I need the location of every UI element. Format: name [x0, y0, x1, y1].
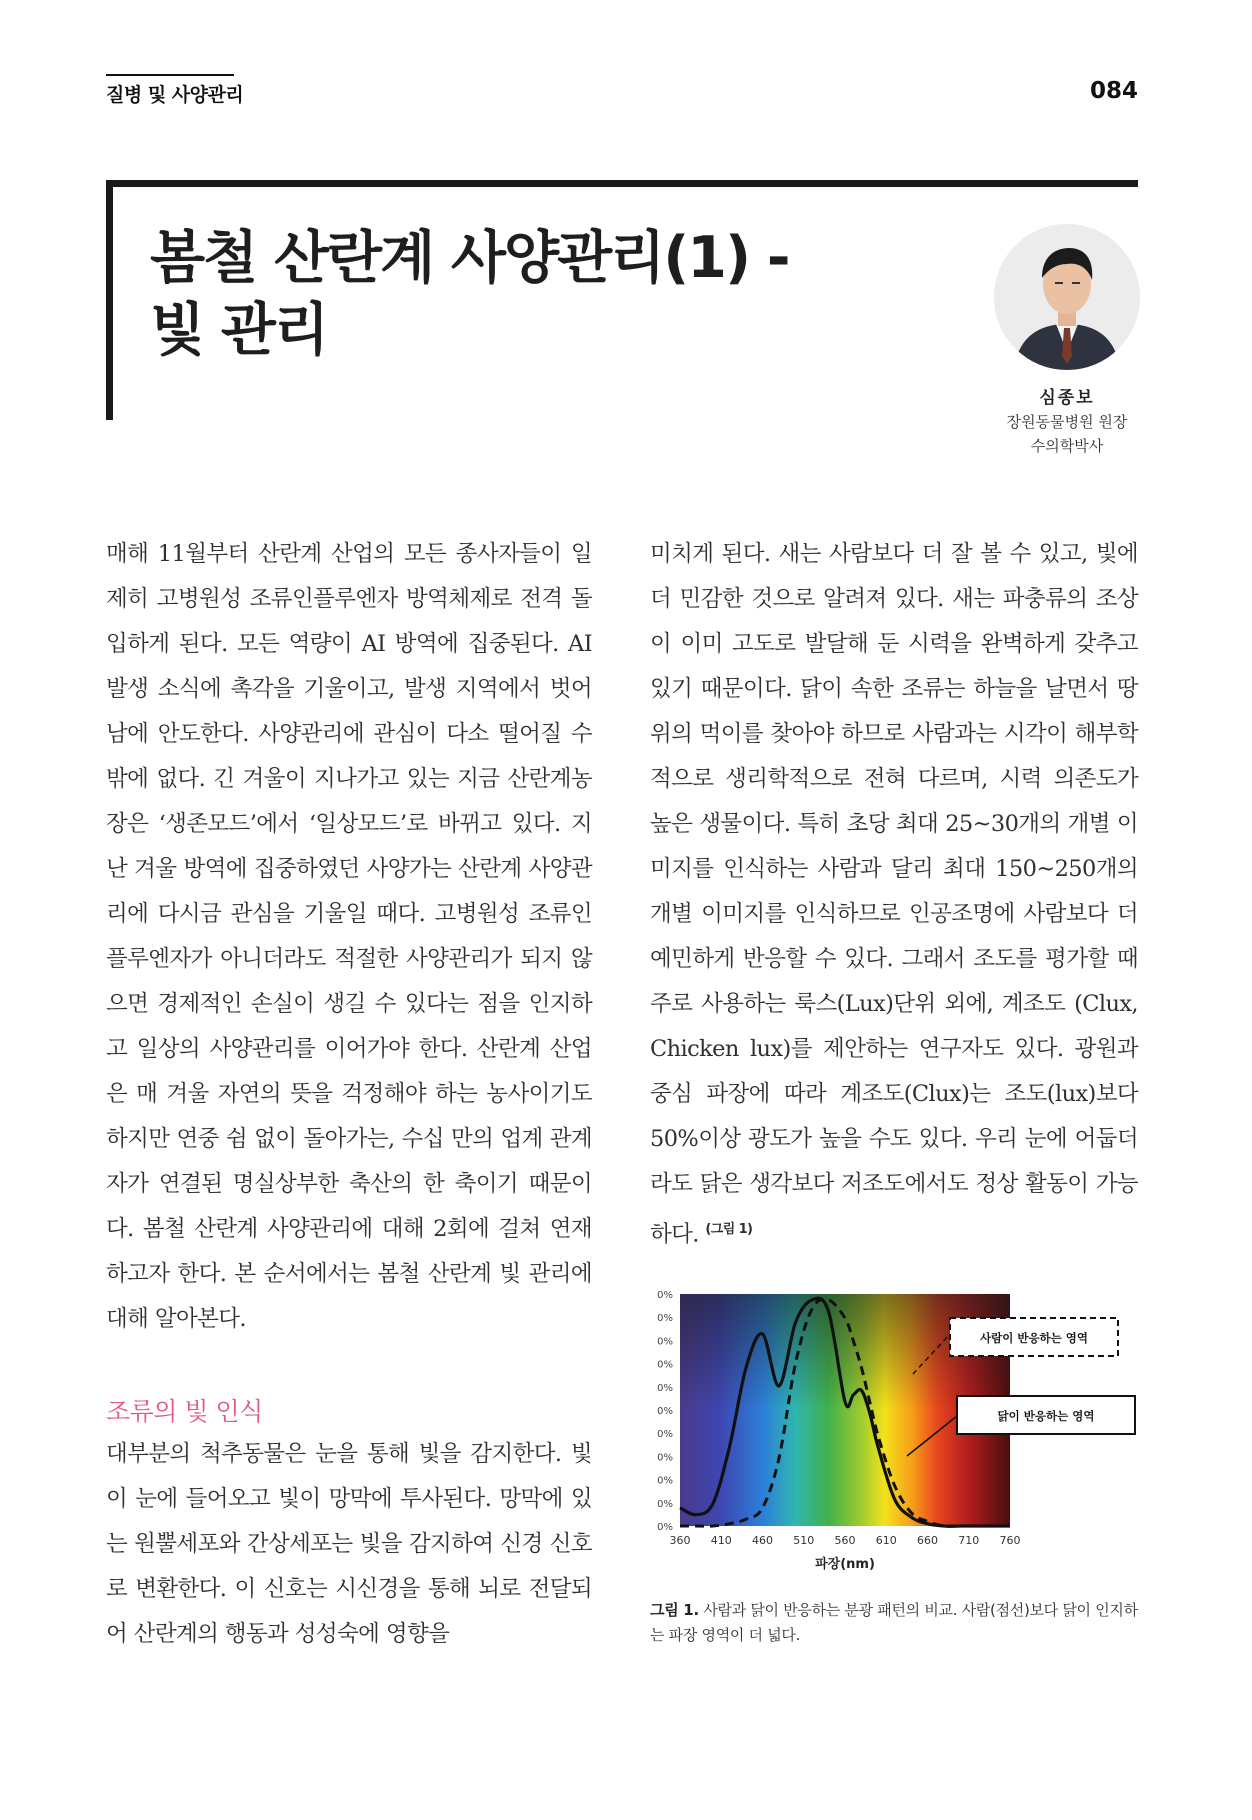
body-paragraph	[650, 532, 1138, 1258]
author-credentials	[980, 410, 1154, 458]
section-rule	[106, 74, 234, 76]
author-photo	[994, 224, 1140, 370]
x-tick-label: 660	[917, 1534, 938, 1547]
title-line-1: 봄철 산란계 사양관리(1) -	[150, 225, 789, 291]
caption-text: 사람과 닭이 반응하는 분광 패턴의 비교. 사람(점선)보다 닭이 인지하는 파장 영역이 더 넓다.	[650, 1601, 1138, 1644]
x-tick-label: 360	[669, 1534, 691, 1547]
body-column-left-continued	[106, 1432, 592, 1657]
body-paragraph: 대부분의 척추동물은 눈을 통해 빛을 감지한다. 빛이 눈에 들어오고 빛이 망막에 투사된다. 망막에 있는 원뿔세포와 간상세포는 빛을 감지하여 신경 신호로 변환한다. 이 신호는 시신경을 통해 뇌로 전달되어 산란계의 행동과 성성숙에 영향을	[106, 1441, 592, 1647]
section-label: 질병 및 사양관리	[106, 84, 244, 106]
x-tick-label: 510	[793, 1534, 815, 1547]
title-line-2: 빛 관리	[150, 297, 328, 363]
chicken-annotation-label: 닭이 반응하는 영역	[997, 1409, 1095, 1423]
body-paragraph: 매해 11월부터 산란계 산업의 모든 종사자들이 일제히 고병원성 조류인플루엔자 방역체제로 전격 돌입하게 된다. 모든 역량이 AI 방역에 집중된다. AI 발생 소식에 촉각을 기울이고, 발생 지역에서 벗어남에 안도한다. 사양관리에 관심이 다소 떨어질 수밖에 없다. 긴 겨울이 지나가고 있는 지금 산란계농장은 ‘생존모드’에서 ‘일상모드’로 바뀌고 있다. 지난 겨울 방역에 집중하였던 사양가는 산란계 사양관리에 다시금 관심을 기울일 때다. 고병원성 조류인플루엔자가 아니더라도 적절한 사양관리가 되지 않으면 경제적인 손실이 생길 수 있다는 점을 인지하고 일상의 사양관리를 이어가야 한다. 산란계 산업은 매 겨울 자연의 뜻을 걱정해야 하는 농사이기도 하지만 연중 쉼 없이 돌아가는, 수십 만의 업계 관계자가 연결된 명실상부한 축산의 한 축이기 때문이다. 봄철 산란계 사양관리에 대해 2회에 걸쳐 연재하고자 한다. 본 순서에서는 봄철 산란계 빛 관리에 대해 알아본다.	[106, 541, 592, 1332]
body-column-left	[106, 532, 592, 1342]
article-title	[150, 222, 850, 366]
y-tick-label: 0%	[657, 1382, 673, 1394]
spectral-response-chart	[645, 1286, 1140, 1576]
y-tick-label: 0%	[657, 1475, 673, 1487]
page-number: 084	[1089, 78, 1138, 104]
title-top-bar	[106, 180, 1138, 187]
x-tick-label: 460	[752, 1534, 773, 1547]
y-tick-label: 0%	[657, 1429, 673, 1441]
caption-label: 그림 1.	[650, 1601, 699, 1619]
y-tick-label: 0%	[657, 1452, 673, 1464]
figure-reference: (그림 1)	[705, 1222, 753, 1237]
x-tick-label: 760	[999, 1534, 1021, 1547]
y-tick-label: 0%	[657, 1290, 673, 1301]
y-tick-label: 0%	[657, 1522, 673, 1533]
y-tick-label: 0%	[657, 1406, 673, 1417]
title-side-bar	[106, 180, 113, 420]
x-tick-label: 560	[834, 1534, 856, 1547]
y-tick-label: 0%	[657, 1313, 673, 1325]
x-tick-label: 710	[958, 1534, 980, 1547]
y-tick-label: 0%	[657, 1498, 673, 1510]
author-affiliation: 장원동물병원 원장	[1006, 413, 1128, 431]
author-name: 심종보	[1039, 388, 1095, 408]
figure-caption	[650, 1598, 1138, 1648]
x-axis-label: 파장(nm)	[815, 1557, 875, 1572]
x-tick-label: 610	[875, 1534, 897, 1547]
section-heading: 조류의 빛 인식	[106, 1397, 263, 1426]
x-tick-label: 410	[710, 1534, 732, 1547]
human-annotation-label: 사람이 반응하는 영역	[980, 1331, 1088, 1345]
body-text: 미치게 된다. 새는 사람보다 더 잘 볼 수 있고, 빛에 더 민감한 것으로 알려져 있다. 새는 파충류의 조상이 이미 고도로 발달해 둔 시력을 완벽하게 갖추고 있기 때문이다. 닭이 속한 조류는 하늘을 날면서 땅 위의 먹이를 찾아야 하므로 사람과는 시각이 해부학적으로 생리학적으로 전혀 다르며, 시력 의존도가 높은 생물이다. 특히 초당 최대 25~30개의 개별 이미지를 인식하는 사람과 달리 최대 150~250개의 개별 이미지를 인식하므로 인공조명에 사람보다 더 예민하게 반응할 수 있다. 그래서 조도를 평가할 때 주로 사용하는 룩스(Lux)단위 외에, 계조도 (Clux, Chicken lux)를 제안하는 연구자도 있다. 광원과 중심 파장에 따라 계조도(Clux)는 조도(lux)보다 50%이상 광도가 높을 수도 있다. 우리 눈에 어둡더라도 닭은 생각보다 저조도에서도 정상 활동이 가능하다.	[650, 541, 1138, 1248]
y-tick-label: 0%	[657, 1336, 673, 1348]
author-degree: 수의학박사	[1030, 437, 1104, 455]
y-tick-label: 0%	[657, 1359, 673, 1371]
body-column-right	[650, 532, 1138, 1258]
